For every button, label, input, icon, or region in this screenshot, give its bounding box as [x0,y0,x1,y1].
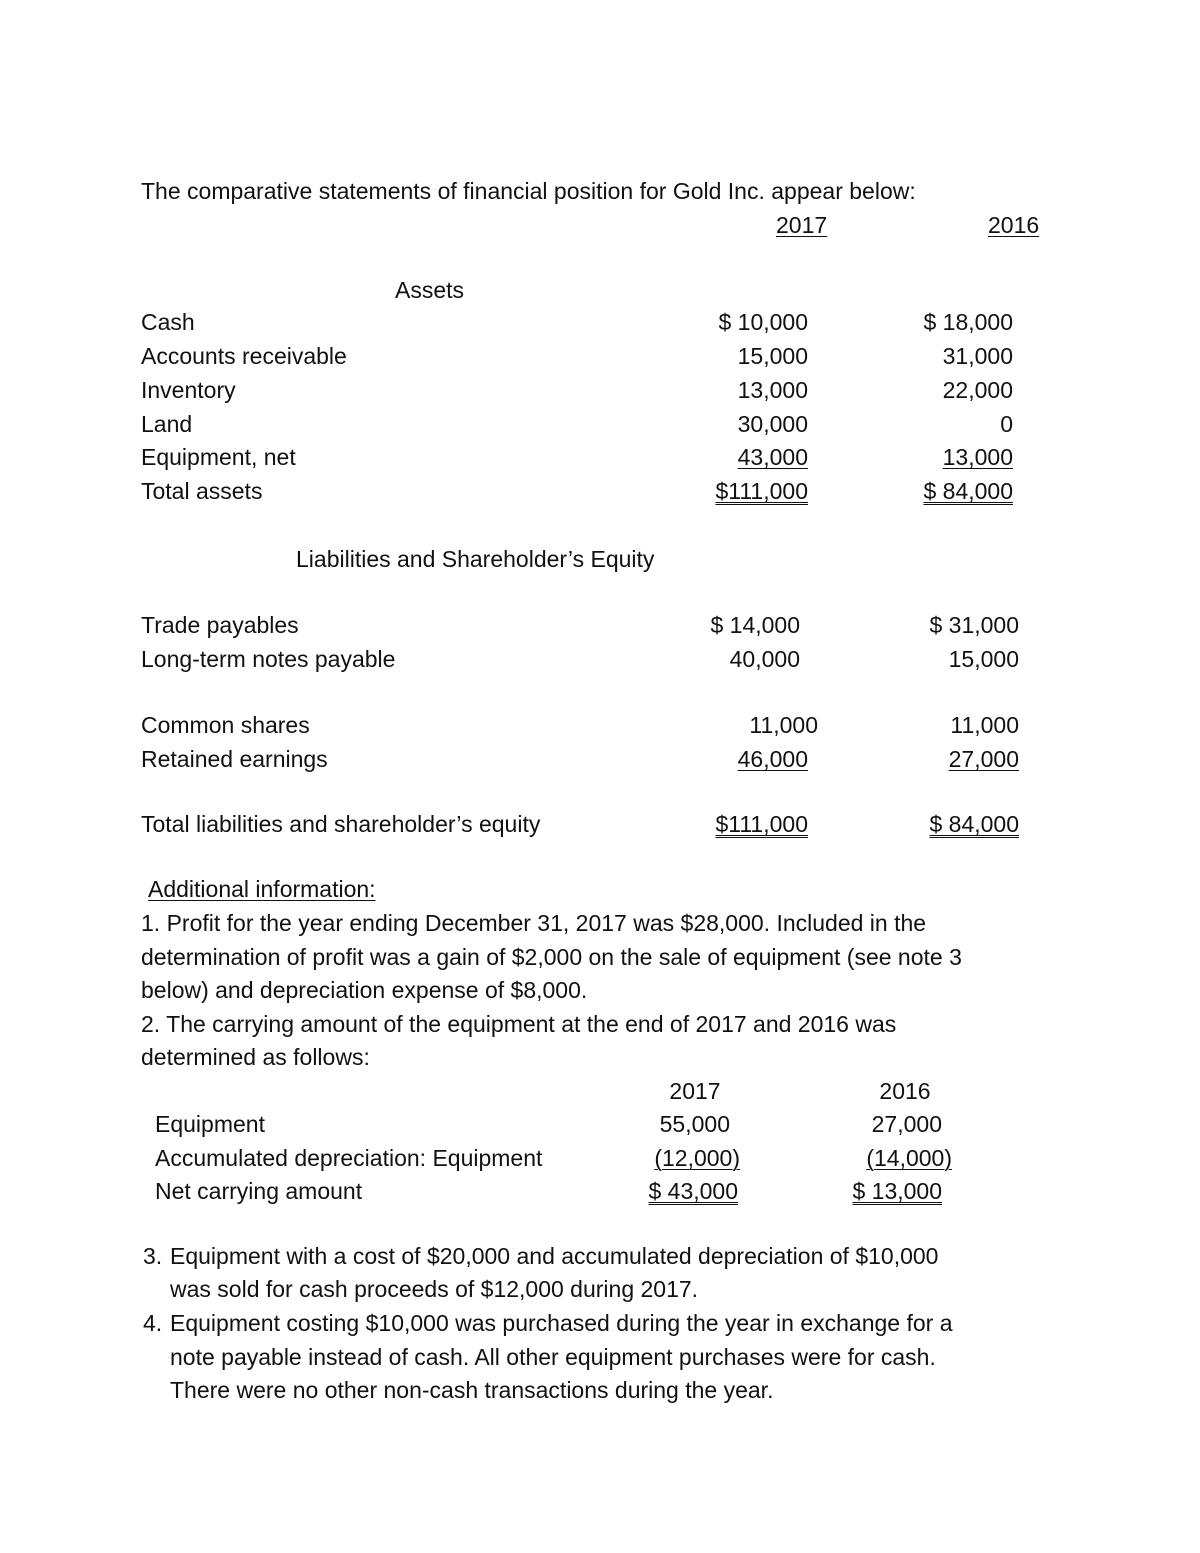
total-liabilities-2017: $111,000 [715,811,808,837]
note-4-number: 4. [143,1310,163,1336]
equity-value-2017: 46,000 [737,746,808,772]
asset-value-2017: $ 10,000 [718,309,808,335]
note-4-line: Equipment costing $10,000 was purchased during the year in exchange for a [170,1310,953,1336]
equity-value-2016: 11,000 [950,712,1019,738]
note-3-line: was sold for cash proceeds of $12,000 during 2017. [170,1276,699,1302]
asset-value-2016: 31,000 [942,343,1013,369]
equip-year-2017: 2017 [669,1078,721,1104]
asset-value-2016: 13,000 [942,444,1013,470]
liability-value-2017: 40,000 [729,646,800,672]
total-liabilities-2016: $ 84,000 [929,811,1019,837]
total-assets-label: Total assets [141,478,263,504]
asset-value-2017: 15,000 [737,343,808,369]
asset-label: Land [141,411,193,437]
equip-year-2016: 2016 [879,1078,931,1104]
additional-info-heading: Additional information: [148,876,376,902]
total-assets-2017: $111,000 [715,478,808,504]
equip-value-2017: 55,000 [659,1111,730,1137]
assets-heading: Assets [395,277,465,303]
note-3-number: 3. [143,1243,163,1269]
asset-value-2016: 22,000 [942,377,1013,403]
year-header-2017: 2017 [776,212,828,238]
liability-value-2016: 15,000 [948,646,1019,672]
total-assets-2016: $ 84,000 [923,478,1013,504]
equip-value-2016: (14,000) [866,1145,952,1171]
equip-value-2017: $ 43,000 [648,1178,738,1204]
equity-value-2017: 11,000 [749,712,818,738]
asset-value-2017: 43,000 [737,444,808,470]
liability-value-2016: $ 31,000 [929,612,1019,638]
asset-value-2017: 13,000 [737,377,808,403]
equip-value-2017: (12,000) [654,1145,740,1171]
equip-row-label: Accumulated depreciation: Equipment [155,1145,543,1171]
note-1-line: 1. Profit for the year ending December 31, 2017 was $28,000. Included in the [141,910,927,936]
year-header-2016: 2016 [988,212,1040,238]
asset-label: Cash [141,309,195,335]
equity-label: Common shares [141,712,310,738]
asset-label: Equipment, net [141,444,296,470]
note-4-line: note payable instead of cash. All other equipment purchases were for cash. [170,1344,936,1370]
intro-text: The comparative statements of financial position for Gold Inc. appear below: [141,178,916,204]
note-1-line: below) and depreciation expense of $8,000. [141,977,588,1003]
total-liabilities-label: Total liabilities and shareholder’s equity [141,811,541,837]
liability-label: Long-term notes payable [141,646,396,672]
note-3-line: Equipment with a cost of $20,000 and accumulated depreciation of $10,000 [170,1243,939,1269]
equip-row-label: Equipment [155,1111,265,1137]
equity-label: Retained earnings [141,746,328,772]
note-4-line: There were no other non-cash transactions during the year. [170,1377,774,1403]
liability-value-2017: $ 14,000 [710,612,800,638]
equip-value-2016: 27,000 [871,1111,942,1137]
note-2-line: determined as follows: [141,1044,370,1070]
equity-value-2016: 27,000 [948,746,1019,772]
equip-value-2016: $ 13,000 [852,1178,942,1204]
equip-row-label: Net carrying amount [155,1178,363,1204]
liability-label: Trade payables [141,612,299,638]
asset-value-2016: 0 [1000,411,1013,437]
asset-label: Inventory [141,377,236,403]
note-1-line: determination of profit was a gain of $2,000 on the sale of equipment (see note 3 [141,944,962,970]
liabilities-heading: Liabilities and Shareholder’s Equity [296,546,655,572]
asset-value-2017: 30,000 [737,411,808,437]
note-2-line: 2. The carrying amount of the equipment at the end of 2017 and 2016 was [141,1011,897,1037]
asset-value-2016: $ 18,000 [923,309,1013,335]
asset-label: Accounts receivable [141,343,347,369]
